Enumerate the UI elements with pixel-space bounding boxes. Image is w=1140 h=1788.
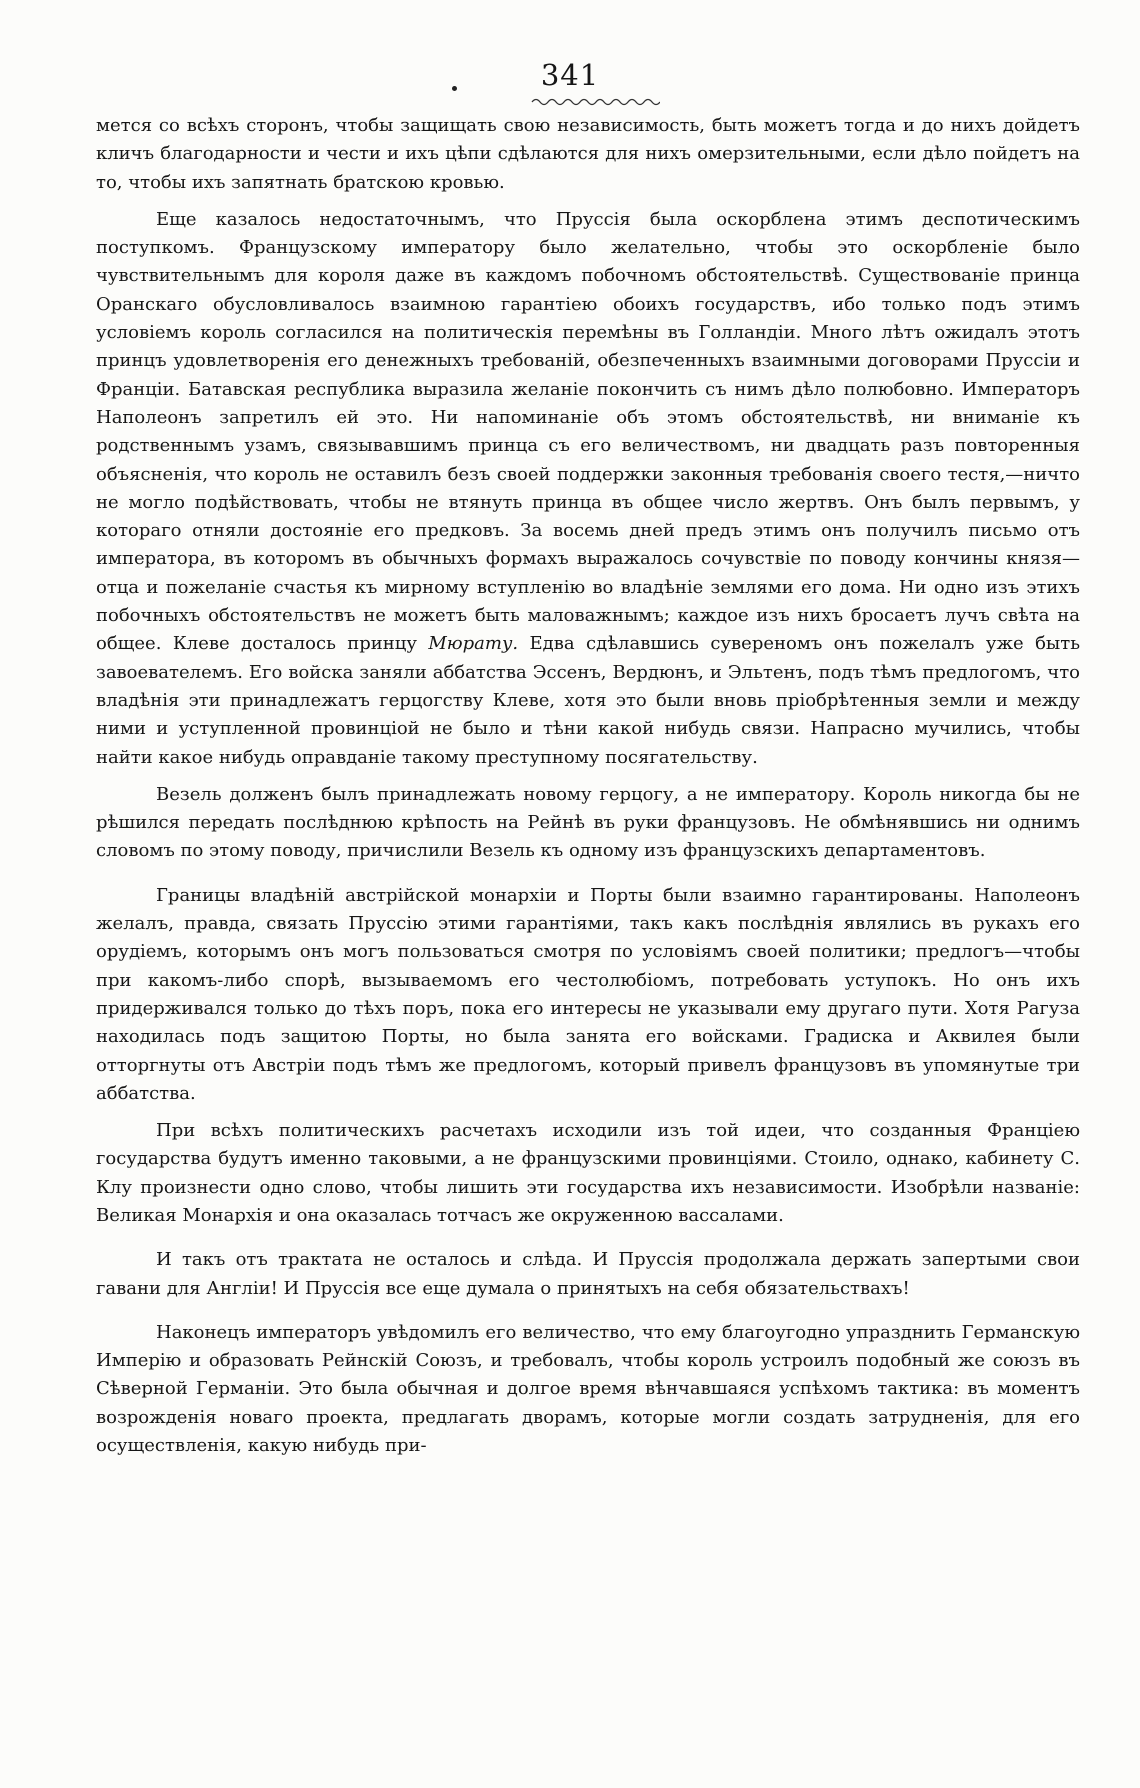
paragraph-text-tail: Едва сдѣлавшись сувереномъ онъ пожелалъ уже быть завоевателемъ. Его войска заняли аббатства Эссенъ, Вердюнъ, и Эльтенъ, подъ тѣмъ предлогомъ, что владѣнія эти принадлежатъ герцогству Клеве, хотя это были вновь пріобрѣтенныя земли и между ними и уступленной провинціой не было и тѣни какой нибудь связи. Напрасно мучились, чтобы найти какое нибудь оправданіе такому преступному посягательству. (96, 633, 1080, 768)
paragraph-prussia-insult (96, 206, 1080, 772)
body-text (96, 112, 1080, 1460)
paragraph-continuation: мется со всѣхъ сторонъ, чтобы защищать свою независимость, быть можетъ тогда и до нихъ дойдетъ кличъ благодарности и чести и ихъ цѣпи сдѣлаются для нихъ омерзительными, если дѣло пойдетъ на то, чтобы ихъ запятнать братскою кровью. (96, 115, 1080, 193)
paragraph-wesel: Везель долженъ былъ принадлежать новому герцогу, а не императору. Король никогда бы не рѣшился передать послѣднюю крѣпость на Рейнѣ въ руки французовъ. Не обмѣнявшись ни однимъ словомъ по этому поводу, причислили Везель къ одному изъ французскихъ департаментовъ. (96, 783, 1080, 862)
paragraph-borders: Границы владѣній австрійской монархіи и Порты были взаимно гарантированы. Наполеонъ желалъ, правда, связать Пруссію этими гарантіями, такъ какъ послѣднія являлись въ рукахъ его орудіемъ, которымъ онъ могъ пользоваться смотря по условіямъ своей политики; предлогъ—чтобы при какомъ-либо спорѣ, вызываемомъ его честолюбіомъ, потребовать уступокъ. Но онъ ихъ придерживался только до тѣхъ поръ, пока его интересы не указывали ему другаго пути. Хотя Рагуза находилась подъ защитою Порты, но была занята его войсками. Градиска и Аквилея были отторгнуты отъ Австріи подъ тѣмъ же предлогомъ, который привелъ французовъ въ упомянутые три аббатства. (96, 884, 1080, 1104)
paragraph-treaty: И такъ отъ трактата не осталось и слѣда. И Пруссія продолжала держать запертыми свои гавани для Англіи! И Пруссія все еще думала о принятыхъ на себя обязательствахъ! (96, 1249, 1080, 1299)
emphasis-murat: Мюрату. (428, 633, 519, 655)
header-dot (452, 86, 457, 91)
wavy-rule-ornament (530, 96, 660, 108)
paragraph-political-calculations: При всѣхъ политическихъ расчетахъ исходили изъ той идеи, что созданныя Франціею государства будутъ именно таковыми, а не французскими провинціями. Стоило, однако, кабинету С. Клу произнести одно слово, чтобы лишить эти государства ихъ независимости. Изобрѣли названіе: Великая Монархія и она оказалась тотчасъ же окруженною вассалами. (96, 1120, 1080, 1226)
page-header (0, 58, 1140, 92)
page-number: 341 (540, 58, 600, 92)
paragraph-rhine-union: Наконецъ императоръ увѣдомилъ его величество, что ему благоугодно упразднить Германскую Имперію и образовать Рейнскій Союзъ, и требовалъ, чтобы король устроилъ подобный же союзъ въ Сѣверной Германіи. Это была обычная и долгое время вѣнчавшаяся успѣхомъ тактика: въ моментъ возрожденія новаго проекта, предлагать дворамъ, которые могли создать затрудненія, для его осуществленія, какую нибудь при- (96, 1321, 1080, 1457)
paragraph-text: Еще казалось недостаточнымъ, что Пруссія была оскорблена этимъ деспотическимъ поступкомъ. Французскому императору было желательно, чтобы это оскорбленіе было чувствительнымъ для короля даже въ каждомъ побочномъ обстоятельствѣ. Существованіе принца Оранскаго обусловливалось взаимною гарантіею обоихъ государствъ, ибо только подъ этимъ условіемъ король согласился на политическія перемѣны въ Голландіи. Много лѣтъ ожидалъ этотъ принцъ удовлетворенія его денежныхъ требованій, обезпеченныхъ взаимными договорами Пруссіи и Франціи. Батавская республика выразила желаніе покончить съ нимъ дѣло полюбовно. Императоръ Наполеонъ запретилъ ей это. Ни напоминаніе объ этомъ обстоятельствѣ, ни вниманіе къ родственнымъ узамъ, связывавшимъ принца съ его величествомъ, ни двадцать разъ повторенныя объясненія, что король не оставилъ безъ своей поддержки законныя требованія своего тестя,—ничто не могло подѣйствовать, чтобы не втянуть принца въ общее число жертвъ. Онъ былъ первымъ, у котораго отняли достояніе его предковъ. За восемь дней предъ этимъ онъ получилъ письмо отъ императора, въ которомъ въ обычныхъ формахъ выражалось сочувствіе по поводу кончины князя—отца и пожеланіе счастья къ мирному вступленію во владѣніе землями его дома. Ни одно изъ этихъ побочныхъ обстоятельствъ не можетъ быть маловажнымъ; каждое изъ нихъ бросаетъ лучъ свѣта на общее. Клеве досталось принцу (96, 208, 1080, 655)
